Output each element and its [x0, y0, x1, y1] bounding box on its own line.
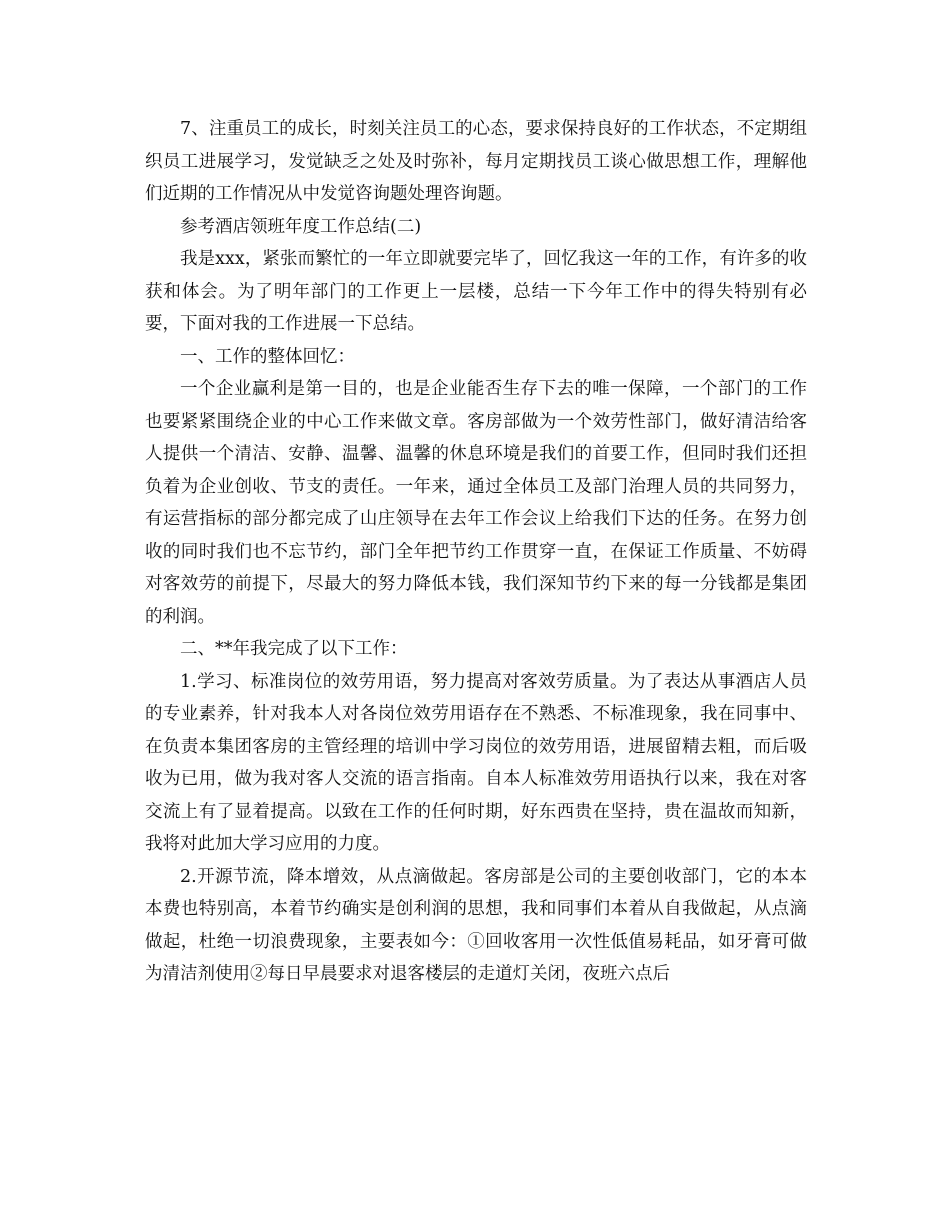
- paragraph-intro: 我是xxx，紧张而繁忙的一年立即就要完毕了，回忆我这一年的工作，有许多的收获和体会。为了明年部门的工作更上一层楼，总结一下今年工作中的得失特别有必要，下面对我的工作进展一下总结。: [145, 249, 807, 334]
- paragraph-cost-saving: 2.开源节流，降本增效，从点滴做起。客房部是公司的主要创收部门，它的本本本费也特别高，本着节约确实是创利润的思想，我和同事们本着从自我做起，从点滴做起，杜绝一切浪费现象，主要表如今：①回收客用一次性低值易耗品，如牙膏可做为清洁剂使用②每日早晨要求对退客楼层的走道灯关闭，夜班六点后: [145, 866, 807, 984]
- heading-completed-work: 二、**年我完成了以下工作：: [180, 639, 408, 659]
- paragraph-overall-review: 一个企业赢利是第一目的，也是企业能否生存下去的唯一保障，一个部门的工作也要紧紧围绕企业的中心工作来做文章。客房部做为一个效劳性部门，做好清洁给客人提供一个清洁、安静、温馨、温馨的休息环境是我们的首要工作，但同时我们还担负着为企业创收、节支的责任。一年来，通过全体员工及部门治理人员的共同努力，有运营指标的部分都完成了山庄领导在去年工作会议上给我们下达的任务。在努力创收的同时我们也不忘节约，部门全年把节约工作贯穿一直，在保证工作质量、不妨碍对客效劳的前提下，尽最大的努力降低本钱，我们深知节约下来的每一分钱都是集团的利润。: [145, 379, 807, 627]
- paragraph-service-language: 1.学习、标准岗位的效劳用语，努力提高对客效劳质量。为了表达从事酒店人员的专业素养，针对我本人对各岗位效劳用语存在不熟悉、不标准现象，我在同事中、在负责本集团客房的主管经理的培训中学习岗位的效劳用语，进展留精去粗，而后吸收为已用，做为我对客人交流的语言指南。自本人标准效劳用语执行以来，我在对客交流上有了显着提高。以致在工作的任何时期，好东西贵在坚持，贵在温故而知新，我将对此加大学习应用的力度。: [145, 671, 807, 854]
- paragraph-staff-growth: 7、注重员工的成长，时刻关注员工的心态，要求保持良好的工作状态，不定期组织员工进展学习，发觉缺乏之处及时弥补，每月定期找员工谈心做思想工作，理解他们近期的工作情况从中发觉咨询题处理咨询题。: [145, 119, 807, 204]
- document-body: [145, 113, 807, 991]
- heading-overall-review: 一、工作的整体回忆：: [180, 346, 355, 367]
- section-title: 参考酒店领班年度工作总结(二): [180, 216, 422, 237]
